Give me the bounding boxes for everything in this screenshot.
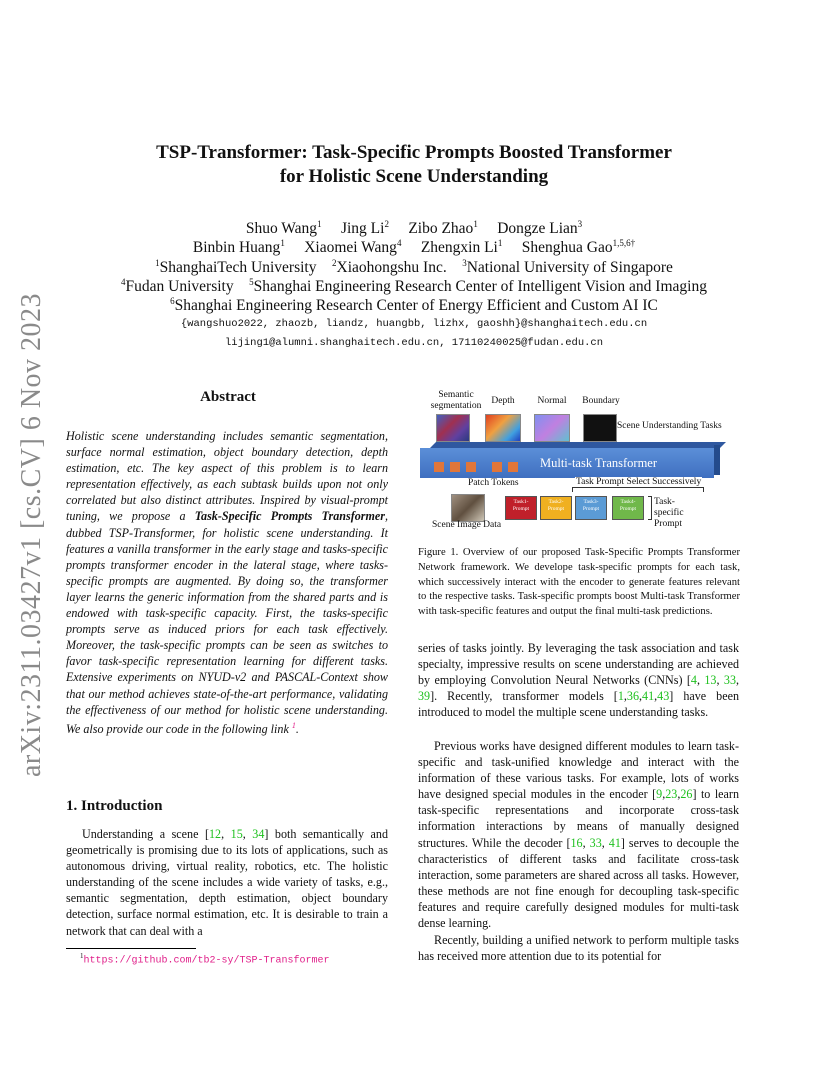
figure-caption: Figure 1. Overview of our proposed Task-Specific Prompts Transformer Network framework. We develope task-specific prompts for each task, which successively interact with the encoder to generate features relevant to the respective tasks. Task-specific prompts boost Multi-task Transformer with task-specific features and output the final multi-task predictions. bbox=[418, 547, 740, 618]
intro-text: , bbox=[242, 827, 253, 841]
email-line-1: {wangshuo2022, zhaozb, liandz, huangbb, lizhx, gaoshh}@shanghaitech.edu.cn bbox=[180, 318, 648, 330]
citation-link[interactable]: 9 bbox=[656, 787, 663, 802]
affiliation: ShanghaiTech University bbox=[159, 259, 317, 277]
citation-link[interactable]: 23 bbox=[665, 787, 678, 802]
author-sup: 1,5,6† bbox=[612, 238, 636, 248]
affiliation-row-1 bbox=[0, 258, 828, 277]
author-name: Shenghua Gao bbox=[521, 239, 613, 257]
label-scene-tasks: Scene Understanding Tasks bbox=[617, 421, 722, 431]
task3-prompt: Task3-Prompt bbox=[575, 496, 607, 520]
abstract-text: Holistic scene understanding includes semantic segmentation, surface normal estimation, object boundary detection, depth estimation, etc. The key aspect of this problem is to learn representation effectively, as each subtask builds upon not only correlated but also distinct attributes. Inspired by visual-prompt tuning, we propose a bbox=[66, 429, 388, 524]
patch-token bbox=[434, 462, 444, 472]
affiliation: National University of Singapore bbox=[466, 259, 673, 277]
title-line-1: TSP-Transformer: Task-Specific Prompts Boosted Transformer bbox=[156, 142, 672, 163]
affiliation: Xiaohongshu Inc. bbox=[336, 259, 447, 277]
code-link[interactable]: https://github.com/tb2-sy/TSP-Transformer bbox=[83, 955, 330, 967]
footnote-link[interactable]: 1 bbox=[291, 720, 296, 730]
abstract-bold-term: Task-Specific Prompts Transformer bbox=[194, 509, 385, 524]
citation-link[interactable]: 43 bbox=[657, 689, 670, 704]
author-row-2 bbox=[0, 238, 828, 257]
author-sup: 3 bbox=[577, 219, 583, 229]
scene-image-thumb bbox=[451, 494, 485, 522]
footnote-rule bbox=[66, 948, 196, 949]
citation-link[interactable]: 1 bbox=[617, 689, 624, 704]
task2-prompt: Task2-Prompt bbox=[540, 496, 572, 520]
affil-sup: 5 bbox=[249, 277, 254, 287]
label-task-specific-prompt: Task-specific Prompt bbox=[654, 497, 684, 529]
citation-link[interactable]: 26 bbox=[680, 787, 693, 802]
abstract-heading: Abstract bbox=[200, 389, 256, 405]
task-specific-bracket bbox=[648, 496, 652, 520]
abstract-end: . bbox=[295, 721, 299, 736]
footnote bbox=[80, 952, 330, 966]
author-sup: 1 bbox=[317, 219, 322, 229]
citation-link[interactable]: 41 bbox=[642, 689, 655, 704]
citation-link[interactable]: 39 bbox=[418, 689, 431, 704]
label-normal: Normal bbox=[537, 396, 567, 406]
author-name: Dongze Lian bbox=[497, 220, 578, 238]
citation-link[interactable]: 36 bbox=[626, 689, 640, 704]
body-text: , bbox=[735, 673, 740, 688]
author-sup: 1 bbox=[473, 219, 478, 229]
right-col-para-3: Recently, building a unified network to perform multiple tasks has received more attention due to its potential for bbox=[418, 933, 739, 964]
label-boundary: Boundary bbox=[582, 396, 620, 406]
body-text: , bbox=[716, 673, 724, 688]
affil-sup: 4 bbox=[121, 277, 126, 287]
affil-sup: 6 bbox=[170, 296, 175, 306]
affil-sup: 3 bbox=[462, 258, 467, 268]
patch-token bbox=[508, 462, 518, 472]
affiliation-row-2 bbox=[0, 277, 828, 296]
citation-link[interactable]: 41 bbox=[608, 835, 621, 850]
author-sup: 2 bbox=[384, 219, 389, 229]
author-sup: 4 bbox=[396, 238, 402, 248]
label-multitask-transformer: Multi-task Transformer bbox=[540, 456, 658, 470]
patch-token bbox=[466, 462, 476, 472]
citation-link[interactable]: 12 bbox=[209, 827, 222, 841]
body-text: , bbox=[623, 689, 627, 704]
author-name: Binbin Huang bbox=[192, 239, 281, 257]
author-row-1 bbox=[0, 219, 828, 238]
intro-body bbox=[66, 826, 388, 939]
label-depth: Depth bbox=[491, 396, 515, 406]
task1-prompt: Task1-Prompt bbox=[505, 496, 537, 520]
author-name: Shuo Wang bbox=[245, 220, 318, 238]
title-line-2: for Holistic Scene Understanding bbox=[279, 166, 549, 187]
prompt-select-bracket bbox=[572, 487, 704, 492]
citation-link[interactable]: 13 bbox=[704, 673, 717, 688]
affiliation: Shanghai Engineering Research Center of Energy Efficient and Custom AI IC bbox=[174, 297, 658, 315]
footnote-mark: 1 bbox=[80, 952, 84, 960]
label-semantic: Semantic segmentation bbox=[430, 390, 482, 411]
citation-link[interactable]: 15 bbox=[230, 827, 243, 841]
body-text: ] to learn task-specific representations and incorporate cross-task information interactions by means of manually designed structures. While the decoder [ bbox=[418, 787, 739, 850]
body-text: , bbox=[677, 787, 681, 802]
body-text: , bbox=[662, 787, 666, 802]
citation-link[interactable]: 33 bbox=[589, 835, 602, 850]
affiliation-row-3 bbox=[0, 296, 828, 315]
intro-text: Understanding a scene [ bbox=[82, 827, 209, 841]
intro-heading: 1. Introduction bbox=[66, 798, 163, 814]
body-text: ] serves to decouple the characteristics of different tasks and facilitate cross-task interaction, some parameters are shared across all tasks. However, these methods are not fine enough for decoupling task-specific features and require carefully designed modules for multi-task dense learning. bbox=[418, 835, 740, 931]
affil-sup: 2 bbox=[332, 258, 337, 268]
body-text: ]. Recently, transformer models [ bbox=[430, 689, 618, 704]
semantic-output-thumb bbox=[436, 414, 470, 442]
label-patch-tokens: Patch Tokens bbox=[468, 478, 519, 488]
body-text: Previous works have designed different modules to learn task-specific and task-unified knowledge and interact with the information of these various tasks. For example, lots of works have designed special modules in the encoder [ bbox=[418, 739, 739, 802]
mt-bar-side bbox=[714, 445, 720, 475]
normal-output-thumb bbox=[534, 414, 570, 442]
abstract-body bbox=[66, 428, 388, 737]
author-name: Zhengxin Li bbox=[420, 239, 498, 257]
label-prompt-select: Task Prompt Select Successively bbox=[576, 477, 702, 487]
abstract-text: , dubbed TSP-Transformer, for holistic scene understanding. It features a vanilla transformer in the early stage and tasks-specific prompts transformer encoder in the lateral stage, where tasks-specific prompts are augmented. By doing so, the transformer layer learns the generic information from the shared parts and is endowed with task-specific capacity. First, the tasks-specific prompts serve as induced priors for each task effectively. Moreover, the task-specific prompts can be seen as switches to favor task-specific representation learning for different tasks. Extensive experiments on NYUD-v2 and PASCAL-Context show that our method achieves state-of-the-art performance, validating the effectiveness of our method for holistic scene understanding. We also provide our code in the following link bbox=[66, 509, 388, 736]
citation-link[interactable]: 34 bbox=[252, 827, 265, 841]
author-sup: 1 bbox=[280, 238, 285, 248]
email-line-2: lijing1@alumni.shanghaitech.edu.cn, 17110240025@fudan.edu.cn bbox=[224, 337, 604, 349]
label-scene-image: Scene Image Data bbox=[432, 520, 502, 530]
patch-token bbox=[492, 462, 502, 472]
body-text: , bbox=[601, 835, 609, 850]
author-sup: 1 bbox=[497, 238, 503, 248]
body-text: , bbox=[696, 673, 705, 688]
affil-sup: 1 bbox=[155, 258, 160, 268]
body-text: , bbox=[654, 689, 658, 704]
citation-link[interactable]: 16 bbox=[570, 835, 583, 850]
citation-link[interactable]: 33 bbox=[723, 673, 736, 688]
paper-title bbox=[0, 141, 828, 189]
affiliation: Shanghai Engineering Research Center of Intelligent Vision and Imaging bbox=[253, 278, 707, 296]
depth-output-thumb bbox=[485, 414, 521, 442]
intro-text: , bbox=[221, 827, 231, 841]
task4-prompt: Task4-Prompt bbox=[612, 496, 644, 520]
right-col-para-1 bbox=[418, 640, 739, 720]
boundary-output-thumb bbox=[583, 414, 617, 442]
author-name: Jing Li bbox=[340, 220, 385, 238]
body-text: , bbox=[639, 689, 643, 704]
body-text: ] have been introduced to model the multiple scene understanding tasks. bbox=[418, 689, 739, 720]
body-text: , bbox=[582, 835, 590, 850]
intro-text: ] both semantically and geometrically is promising due to its lots of applications, such as autonomous driving, virtual reality, robotics, etc. The holistic understanding of the scene includes a wide variety of tasks, e.g., semantic segmentation, depth estimation, object boundary detection, surface normal estimation, etc. It is desirable to train a network that can deal with a bbox=[66, 827, 389, 938]
author-name: Zibo Zhao bbox=[408, 220, 474, 238]
citation-link[interactable]: 4 bbox=[690, 673, 697, 688]
patch-token bbox=[450, 462, 460, 472]
author-name: Xiaomei Wang bbox=[304, 239, 397, 257]
affiliation: Fudan University bbox=[125, 278, 234, 296]
arxiv-sidebar: arXiv:2311.03427v1 [cs.CV] 6 Nov 2023 bbox=[16, 292, 47, 778]
right-col-para-2 bbox=[418, 738, 739, 931]
body-text: series of tasks jointly. By leveraging the task association and task specialty, impressive results on scene understanding are achieved by employing Convolution Neural Networks (CNNs) [ bbox=[418, 641, 739, 688]
